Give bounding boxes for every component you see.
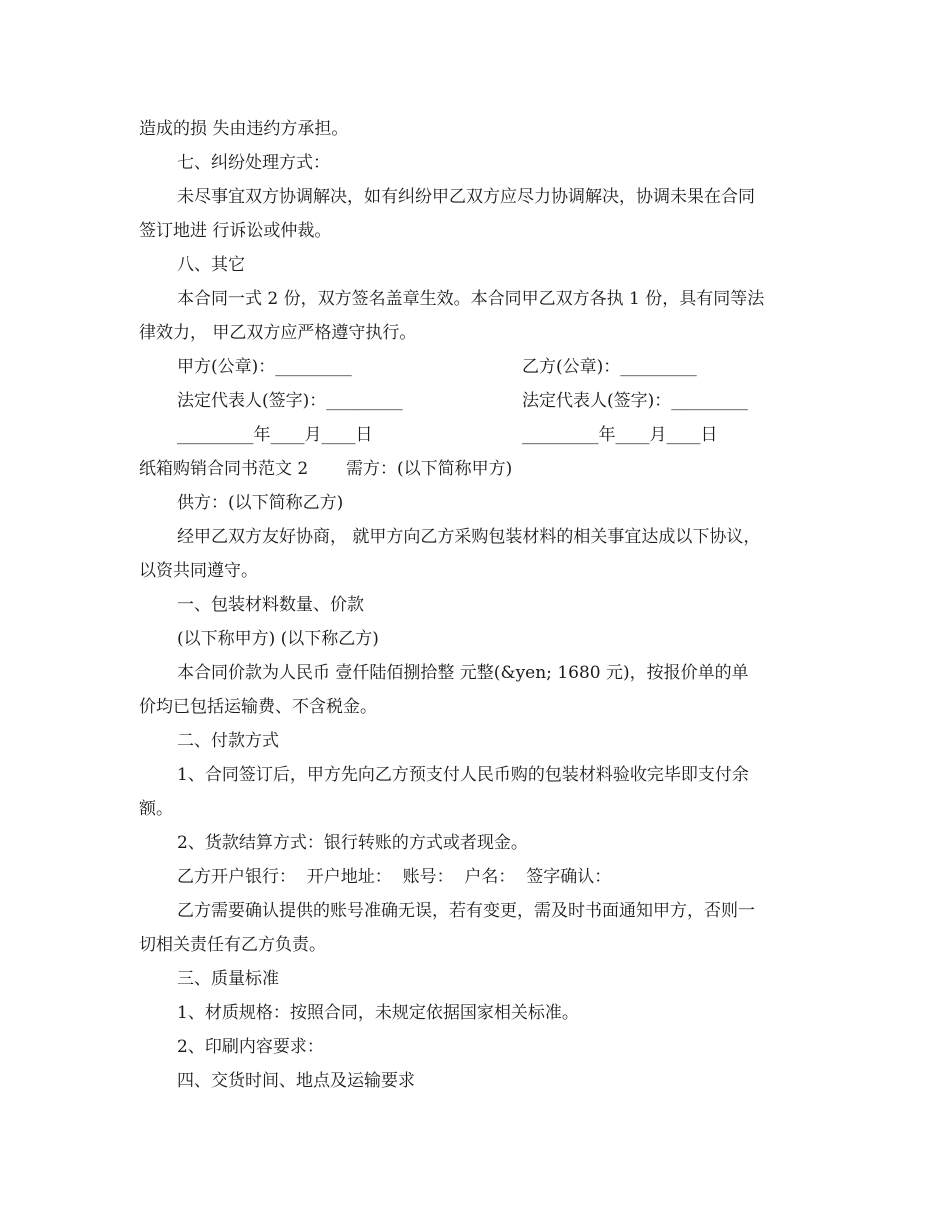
text-line: 1、材质规格：按照合同，未规定依据国家相关标准。 [177,1003,579,1023]
text-line: 签订地进 行诉讼或仲裁。 [139,221,332,241]
text-line: 本合同一式 2 份，双方签名盖章生效。本合同甲乙双方各执 1 份，具有同等法 [177,289,765,309]
party-a-seal-field: 甲方(公章)：_________ [177,357,352,377]
party-b-representative-field: 法定代表人(签字)：_________ [522,391,748,411]
text-line: 供方：(以下简称乙方) [177,493,344,513]
bank-info-line: 乙方开户银行： 开户地址： 账号： 户名： 签字确认： [177,867,612,887]
text-line: 2、印刷内容要求： [177,1037,324,1057]
text-line: 未尽事宜双方协调解决，如有纠纷甲乙双方应尽力协调解决，协调未果在合同 [177,187,755,207]
text-line: 造成的损 失由违约方承担。 [139,119,349,139]
text-line: 价均已包括运输费、不含税金。 [139,697,377,717]
text-line: 额。 [139,799,173,819]
text-line: 乙方需要确认提供的账号准确无误，若有变更，需及时书面通知甲方，否则一 [177,901,755,921]
section-heading: 二、付款方式 [177,731,279,751]
section-heading: 七、纠纷处理方式： [177,153,330,173]
contract-title-line: 纸箱购销合同书范文 2 需方：(以下简称甲方) [139,459,513,479]
section-heading: 四、交货时间、地点及运输要求 [177,1071,415,1091]
text-line: 以资共同遵守。 [139,561,258,581]
text-line: 律效力， 甲乙双方应严格遵守执行。 [139,323,417,343]
party-a-representative-field: 法定代表人(签字)：_________ [177,391,403,411]
section-heading: 八、其它 [177,255,245,275]
text-line: 切相关责任有乙方负责。 [139,935,326,955]
text-line: (以下称甲方) (以下称乙方) [177,629,379,649]
section-heading: 一、包装材料数量、价款 [177,595,364,615]
section-heading: 三、质量标准 [177,969,279,989]
party-b-seal-field: 乙方(公章)：_________ [522,357,697,377]
party-b-date-field: _________年____月____日 [522,425,718,445]
text-line: 经甲乙双方友好协商， 就甲方向乙方采购包装材料的相关事宜达成以下协议， [177,527,761,547]
text-line: 2、货款结算方式：银行转账的方式或者现金。 [177,833,528,853]
party-a-date-field: _________年____月____日 [177,425,373,445]
text-line: 1、合同签订后，甲方先向乙方预支付人民币购的包装材料验收完毕即支付余 [177,765,749,785]
text-line: 本合同价款为人民币 壹仟陆佰捌拾整 元整(&yen; 1680 元)，按报价单的单 [177,663,749,683]
